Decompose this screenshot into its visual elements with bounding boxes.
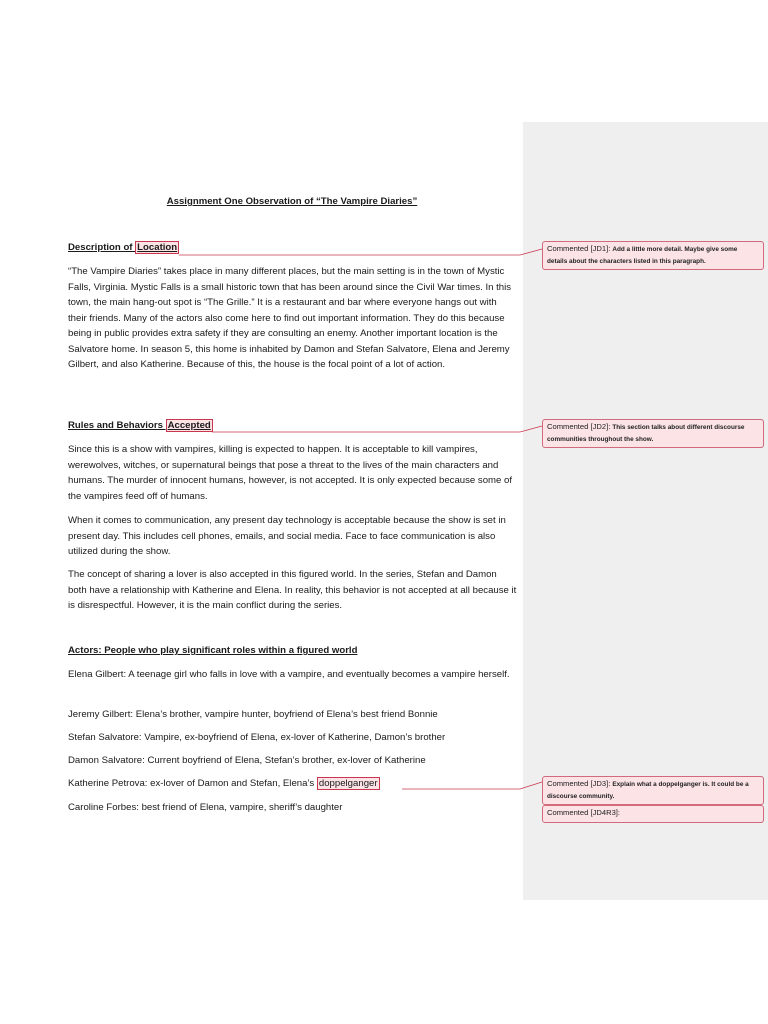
commented-text-accepted[interactable]: Accepted (167, 420, 211, 431)
heading-rules-prefix: Rules and Behaviors (68, 420, 166, 431)
paragraph-location: “The Vampire Diaries” takes place in many different places, but the main setting is in the town of Mystic Falls, Virginia. Mystic Falls is a small historic town that has been around since the Civil War times. In this town, the main hang-out spot is “The Grille.” It is a restaurant and bar where everyone hangs out with their friends. Many of the actors also come here to find out important information. They do this because being in public provides extra safety if they are consulting an enemy. Another important location is the Salvatore home. In season 5, this home is inhabited by Damon and Stefan Salvatore, Elena and Jeremy Gilbert, and also Katherine. Because of this, the house is the focal point of a lot of action. (68, 266, 512, 370)
actor-damon: Damon Salvatore: Current boyfriend of Elena, Stefan’s brother, ex-lover of Katherine (68, 755, 426, 766)
actor-katherine (68, 776, 518, 792)
comment-jd1-text: Add a little more detail. Maybe give some details about the characters listed in this paragraph. (547, 246, 738, 265)
actor-jeremy: Jeremy Gilbert: Elena’s brother, vampire hunter, boyfriend of Elena’s best friend Bonnie (68, 709, 438, 720)
comment-jd3-label: Commented [JD3]: (547, 779, 611, 788)
comment-jd1[interactable] (542, 241, 764, 270)
heading-actors: Actors: People who play significant roles within a figured world (68, 645, 358, 656)
heading-rules (68, 420, 213, 431)
paragraph-rules-1: Since this is a show with vampires, killing is expected to happen. It is acceptable to kill vampires, werewolves, witches, or supernatural beings that pose a threat to the lives of the main characters and humans. The murder of innocent humans, however, is not accepted. It is only expected because some of the vampires feed off of humans. (68, 444, 513, 502)
actor-elena: Elena Gilbert: A teenage girl who falls in love with a vampire, and eventually becomes a vampire herself. (68, 669, 510, 680)
comment-jd2-label: Commented [JD2]: (547, 422, 611, 431)
comment-jd4r3-label: Commented [JD4R3]: (547, 808, 621, 817)
connector-jd2 (212, 426, 542, 432)
heading-location-prefix: Description of (68, 242, 136, 253)
paragraph-rules-3: The concept of sharing a lover is also accepted in this figured world. In the series, Stefan and Damon both have a relationship with Katherine and Elena. In reality, this behavior is not accepted at all because it is disrespectful. However, it is the main conflict during the series. (68, 569, 517, 611)
comment-jd2[interactable] (542, 419, 764, 448)
actor-katherine-prefix: Katherine Petrova: ex-lover of Damon and Stefan, Elena’s (68, 778, 317, 789)
comment-jd1-label: Commented [JD1]: (547, 244, 611, 253)
commented-text-doppelganger[interactable]: doppelganger (318, 778, 378, 789)
paragraph-rules-2: When it comes to communication, any present day technology is acceptable because the show is set in present day. This includes cell phones, emails, and social media. Face to face communication is also utilized during the show. (68, 515, 506, 557)
commented-text-location[interactable]: Location (137, 242, 178, 253)
actor-caroline: Caroline Forbes: best friend of Elena, vampire, sheriff’s daughter (68, 802, 343, 813)
comment-jd3[interactable] (542, 776, 764, 805)
actor-stefan: Stefan Salvatore: Vampire, ex-boyfriend of Elena, ex-lover of Katherine, Damon’s brother (68, 732, 446, 743)
comment-jd4r3[interactable] (542, 805, 764, 823)
heading-location (68, 242, 179, 253)
document-title: Assignment One Observation of “The Vampire Diaries” (166, 196, 418, 207)
comment-jd3-text: Explain what a doppelganger is. It could be a discourse community. (547, 781, 749, 800)
comment-jd2-text: This section talks about different discourse communities throughout the show. (547, 424, 745, 443)
connector-jd1 (179, 249, 542, 255)
